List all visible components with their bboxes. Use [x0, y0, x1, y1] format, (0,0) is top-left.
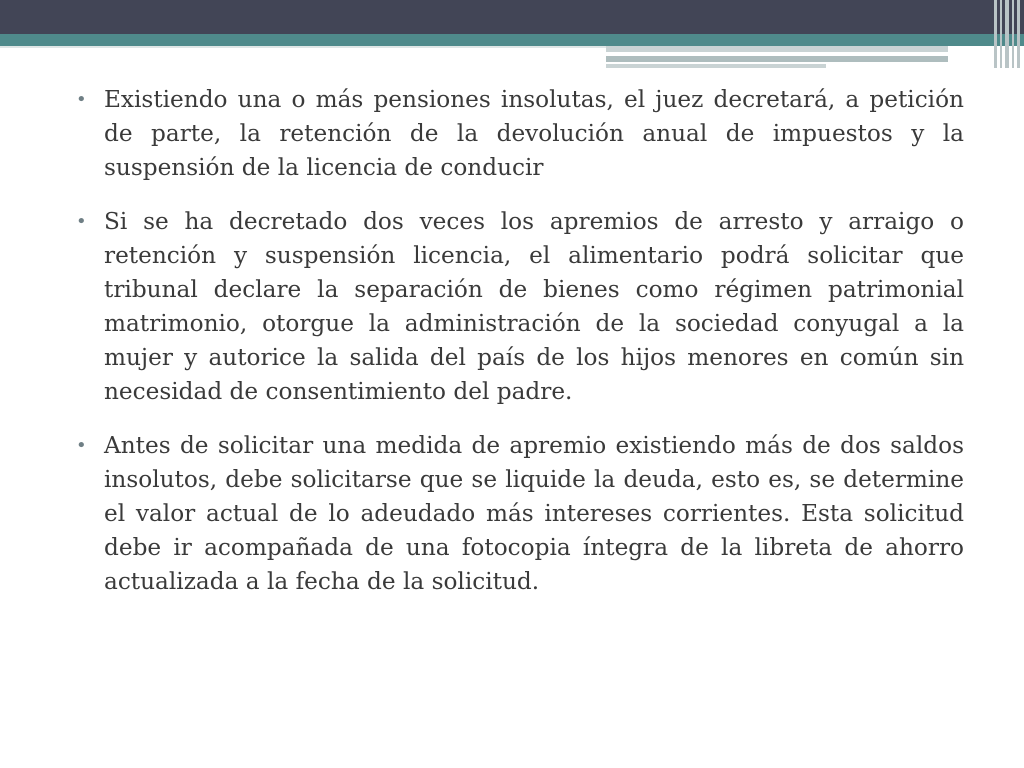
bullet-dot-icon: •	[76, 435, 87, 456]
bullet-text: Si se ha decretado dos veces los apremios de arresto y arraigo o retención y suspensión licencia, el alimentario podrá solicitar que tribunal declare la separación de bienes como régimen patrimonial matrimonio, otorgue la administración de la sociedad conyugal a la mujer y autorice la salida del país de los hijos menores en común sin necesidad de consentimiento del padre.	[104, 208, 964, 405]
bullet-dot-icon: •	[76, 89, 87, 110]
header-accent-stripe	[606, 46, 948, 52]
header-teal-band	[0, 34, 1024, 46]
header-divider-line	[0, 46, 606, 48]
header-accent-stripe	[606, 64, 826, 68]
bullet-item	[76, 83, 964, 185]
bullet-dot-icon: •	[76, 211, 87, 232]
slide-content	[76, 83, 964, 619]
bullet-text: Existiendo una o más pensiones insolutas, el juez decretará, a petición de parte, la retención de la devolución anual de impuestos y la suspensión de la licencia de conducir	[104, 86, 964, 181]
bullet-list	[76, 83, 964, 599]
bullet-item	[76, 205, 964, 409]
bullet-text: Antes de solicitar una medida de apremio existiendo más de dos saldos insolutos, debe solicitarse que se liquide la deuda, esto es, se determine el valor actual de lo adeudado más intereses corrientes. Esta solicitud debe ir acompañada de una fotocopia íntegra de la libreta de ahorro actualizada a la fecha de la solicitud.	[104, 432, 964, 595]
bullet-item	[76, 429, 964, 599]
header-accent-stripe	[606, 56, 948, 62]
header-vertical-bars	[992, 0, 1024, 68]
header-dark-band	[0, 0, 1024, 34]
